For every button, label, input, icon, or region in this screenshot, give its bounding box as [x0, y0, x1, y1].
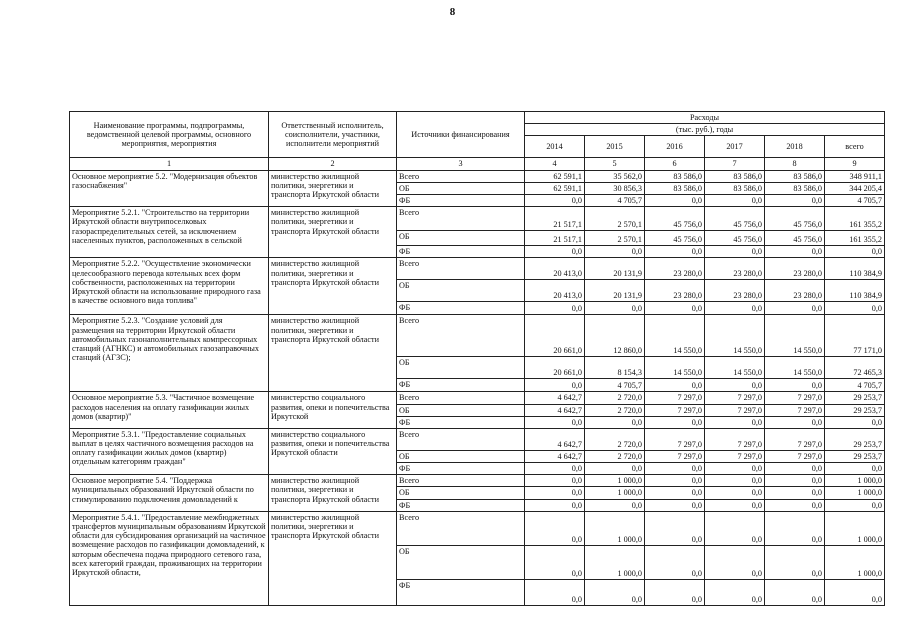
amount-cell: 2 570,1	[585, 207, 645, 231]
responsible-executor: министерство жилищной политики, энергетики и транспорта Иркутской области	[269, 258, 397, 315]
funding-source: ОБ	[397, 357, 525, 379]
funding-source: ФБ	[397, 302, 525, 315]
amount-cell: 14 550,0	[765, 315, 825, 357]
funding-source: Всего	[397, 258, 525, 280]
amount-cell: 0,0	[765, 246, 825, 258]
amount-cell: 0,0	[525, 194, 585, 206]
amount-cell: 0,0	[705, 194, 765, 206]
amount-cell: 1 000,0	[825, 487, 885, 499]
header-units: (тыс. руб.), годы	[525, 124, 885, 136]
amount-cell: 0,0	[705, 463, 765, 475]
funding-source: Всего	[397, 475, 525, 487]
amount-cell: 1 000,0	[825, 475, 885, 487]
table-row	[70, 258, 885, 280]
amount-cell: 1 000,0	[585, 487, 645, 499]
amount-cell: 7 297,0	[705, 392, 765, 404]
amount-cell: 14 550,0	[645, 315, 705, 357]
amount-cell: 45 756,0	[645, 231, 705, 246]
amount-cell: 7 297,0	[765, 392, 825, 404]
amount-cell: 0,0	[765, 463, 825, 475]
column-number: 1	[70, 158, 269, 170]
amount-cell: 45 756,0	[765, 207, 825, 231]
amount-cell: 83 586,0	[645, 170, 705, 182]
amount-cell: 45 756,0	[705, 231, 765, 246]
amount-cell: 7 297,0	[645, 404, 705, 416]
amount-cell: 21 517,1	[525, 207, 585, 231]
amount-cell: 8 154,3	[585, 357, 645, 379]
funding-source: ФБ	[397, 379, 525, 392]
funding-source: ФБ	[397, 463, 525, 475]
amount-cell: 29 253,7	[825, 392, 885, 404]
funding-source: ФБ	[397, 579, 525, 605]
amount-cell: 0,0	[705, 475, 765, 487]
amount-cell: 77 171,0	[825, 315, 885, 357]
funding-source: ОБ	[397, 450, 525, 462]
amount-cell: 0,0	[585, 463, 645, 475]
table-row	[70, 207, 885, 231]
amount-cell: 7 297,0	[765, 450, 825, 462]
funding-source: Всего	[397, 392, 525, 404]
amount-cell: 23 280,0	[765, 258, 825, 280]
amount-cell: 0,0	[705, 416, 765, 428]
table-header	[70, 112, 885, 171]
table-row	[70, 428, 885, 450]
column-number: 3	[397, 158, 525, 170]
amount-cell: 0,0	[705, 379, 765, 392]
funding-source: ОБ	[397, 280, 525, 302]
header-year: 2015	[585, 136, 645, 158]
amount-cell: 110 384,9	[825, 258, 885, 280]
amount-cell: 0,0	[765, 302, 825, 315]
amount-cell: 0,0	[765, 416, 825, 428]
amount-cell: 0,0	[645, 499, 705, 511]
amount-cell: 0,0	[645, 487, 705, 499]
amount-cell: 0,0	[525, 579, 585, 605]
responsible-executor: министерство социального развития, опеки и попечительства Иркутской	[269, 392, 397, 429]
amount-cell: 4 705,7	[585, 379, 645, 392]
page-number: 8	[449, 6, 456, 18]
table-row	[70, 392, 885, 404]
table-row	[70, 475, 885, 487]
responsible-executor: министерство жилищной политики, энергетики и транспорта Иркутской области	[269, 511, 397, 605]
amount-cell: 0,0	[645, 302, 705, 315]
funding-source: Всего	[397, 428, 525, 450]
amount-cell: 83 586,0	[705, 170, 765, 182]
amount-cell: 0,0	[705, 579, 765, 605]
funding-source: ОБ	[397, 545, 525, 579]
amount-cell: 0,0	[525, 463, 585, 475]
header-year: всего	[825, 136, 885, 158]
table-row	[70, 511, 885, 545]
header-year: 2016	[645, 136, 705, 158]
responsible-executor: министерство социального развития, опеки и попечительства Иркутской области	[269, 428, 397, 474]
amount-cell: 83 586,0	[765, 170, 825, 182]
amount-cell: 45 756,0	[645, 207, 705, 231]
amount-cell: 4 705,7	[825, 379, 885, 392]
amount-cell: 7 297,0	[705, 428, 765, 450]
table-body	[70, 170, 885, 605]
table-row	[70, 315, 885, 357]
amount-cell: 2 720,0	[585, 450, 645, 462]
header-year: 2014	[525, 136, 585, 158]
amount-cell: 0,0	[525, 416, 585, 428]
activity-name: Мероприятие 5.2.2. "Осуществление экономически целесообразного перевода котельных всех форм собственности, расположенных на территории Иркутской области на использование природного газа в качестве основного вида топлива"	[70, 258, 269, 315]
amount-cell: 83 586,0	[705, 182, 765, 194]
amount-cell: 12 860,0	[585, 315, 645, 357]
amount-cell: 0,0	[825, 416, 885, 428]
amount-cell: 0,0	[765, 545, 825, 579]
amount-cell: 1 000,0	[585, 475, 645, 487]
header-name: Наименование программы, подпрограммы, ведомственной целевой программы, основного мероприятия, мероприятия	[70, 112, 269, 158]
amount-cell: 7 297,0	[705, 450, 765, 462]
amount-cell: 0,0	[645, 379, 705, 392]
amount-cell: 7 297,0	[765, 404, 825, 416]
funding-source: ФБ	[397, 194, 525, 206]
header-expenses: Расходы	[525, 112, 885, 124]
column-number: 4	[525, 158, 585, 170]
amount-cell: 0,0	[825, 302, 885, 315]
responsible-executor: министерство жилищной политики, энергетики и транспорта Иркутской области	[269, 475, 397, 512]
amount-cell: 23 280,0	[705, 280, 765, 302]
amount-cell: 14 550,0	[765, 357, 825, 379]
amount-cell: 1 000,0	[825, 545, 885, 579]
amount-cell: 23 280,0	[645, 280, 705, 302]
amount-cell: 35 562,0	[585, 170, 645, 182]
table-row	[70, 170, 885, 182]
amount-cell: 0,0	[705, 302, 765, 315]
activity-name: Мероприятие 5.3.1. "Предоставление социальных выплат в целях частичного возмещения расходов на оплату газификации жилых домов (квартир) отдельным категориям граждан"	[70, 428, 269, 474]
amount-cell: 62 591,1	[525, 182, 585, 194]
amount-cell: 0,0	[765, 487, 825, 499]
amount-cell: 29 253,7	[825, 428, 885, 450]
amount-cell: 29 253,7	[825, 404, 885, 416]
amount-cell: 0,0	[705, 487, 765, 499]
amount-cell: 20 131,9	[585, 280, 645, 302]
amount-cell: 72 465,3	[825, 357, 885, 379]
amount-cell: 2 720,0	[585, 428, 645, 450]
amount-cell: 0,0	[765, 499, 825, 511]
amount-cell: 83 586,0	[645, 182, 705, 194]
amount-cell: 4 642,7	[525, 450, 585, 462]
activity-name: Основное мероприятие 5.3. "Частичное возмещение расходов населения на оплату газификации жилых домов (квартир)"	[70, 392, 269, 429]
amount-cell: 2 720,0	[585, 404, 645, 416]
header-year: 2018	[765, 136, 825, 158]
amount-cell: 20 661,0	[525, 315, 585, 357]
funding-source: ФБ	[397, 499, 525, 511]
budget-table	[69, 111, 885, 606]
activity-name: Основное мероприятие 5.2. "Модернизация объектов газоснабжения"	[70, 170, 269, 207]
header-source: Источники финансирования	[397, 112, 525, 158]
amount-cell: 0,0	[825, 499, 885, 511]
amount-cell: 23 280,0	[765, 280, 825, 302]
amount-cell: 0,0	[645, 475, 705, 487]
amount-cell: 1 000,0	[585, 511, 645, 545]
funding-source: ФБ	[397, 416, 525, 428]
amount-cell: 0,0	[525, 499, 585, 511]
column-number: 7	[705, 158, 765, 170]
funding-source: ОБ	[397, 231, 525, 246]
amount-cell: 0,0	[525, 487, 585, 499]
amount-cell: 4 642,7	[525, 428, 585, 450]
amount-cell: 0,0	[645, 194, 705, 206]
amount-cell: 0,0	[525, 545, 585, 579]
funding-source: ОБ	[397, 404, 525, 416]
amount-cell: 0,0	[765, 379, 825, 392]
amount-cell: 110 384,9	[825, 280, 885, 302]
amount-cell: 0,0	[645, 416, 705, 428]
amount-cell: 0,0	[585, 499, 645, 511]
activity-name: Основное мероприятие 5.4. "Поддержка муниципальных образований Иркутской области по стимулированию подключения домовладений к	[70, 475, 269, 512]
amount-cell: 0,0	[645, 463, 705, 475]
responsible-executor: министерство жилищной политики, энергетики и транспорта Иркутской области	[269, 170, 397, 207]
amount-cell: 348 911,1	[825, 170, 885, 182]
amount-cell: 161 355,2	[825, 231, 885, 246]
amount-cell: 21 517,1	[525, 231, 585, 246]
amount-cell: 4 705,7	[585, 194, 645, 206]
amount-cell: 0,0	[765, 194, 825, 206]
amount-cell: 0,0	[765, 475, 825, 487]
amount-cell: 30 856,3	[585, 182, 645, 194]
amount-cell: 1 000,0	[825, 511, 885, 545]
amount-cell: 0,0	[765, 511, 825, 545]
amount-cell: 0,0	[525, 246, 585, 258]
column-number: 8	[765, 158, 825, 170]
amount-cell: 7 297,0	[645, 392, 705, 404]
amount-cell: 14 550,0	[705, 315, 765, 357]
amount-cell: 7 297,0	[765, 428, 825, 450]
activity-name: Мероприятие 5.4.1. "Предоставление межбюджетных трансфертов муниципальным образованиям Иркутской области для субсидирования организаций на частичное возмещение расходов по газификации домовладений, к которым обеспечена подача природного сетевого газа, всех категорий граждан, проживающих на территории Иркутской области,	[70, 511, 269, 605]
amount-cell: 4 642,7	[525, 404, 585, 416]
amount-cell: 0,0	[705, 499, 765, 511]
activity-name: Мероприятие 5.2.3. "Создание условий для размещения на территории Иркутской области автомобильных газонаполнительных компрессорных станций (АГНКС) и автомобильных газозаправочных станций (АГЗС);	[70, 315, 269, 392]
amount-cell: 2 720,0	[585, 392, 645, 404]
amount-cell: 0,0	[585, 416, 645, 428]
amount-cell: 0,0	[525, 511, 585, 545]
amount-cell: 0,0	[645, 579, 705, 605]
amount-cell: 0,0	[825, 463, 885, 475]
responsible-executor: министерство жилищной политики, энергетики и транспорта Иркутской области	[269, 315, 397, 392]
amount-cell: 0,0	[645, 246, 705, 258]
amount-cell: 2 570,1	[585, 231, 645, 246]
column-number: 6	[645, 158, 705, 170]
column-number: 9	[825, 158, 885, 170]
amount-cell: 7 297,0	[645, 428, 705, 450]
amount-cell: 0,0	[585, 246, 645, 258]
funding-source: ОБ	[397, 182, 525, 194]
amount-cell: 14 550,0	[705, 357, 765, 379]
amount-cell: 83 586,0	[765, 182, 825, 194]
amount-cell: 0,0	[765, 579, 825, 605]
amount-cell: 7 297,0	[705, 404, 765, 416]
amount-cell: 29 253,7	[825, 450, 885, 462]
funding-source: ФБ	[397, 246, 525, 258]
amount-cell: 20 413,0	[525, 258, 585, 280]
amount-cell: 23 280,0	[645, 258, 705, 280]
amount-cell: 4 705,7	[825, 194, 885, 206]
funding-source: ОБ	[397, 487, 525, 499]
amount-cell: 45 756,0	[765, 231, 825, 246]
amount-cell: 0,0	[825, 246, 885, 258]
responsible-executor: министерство жилищной политики, энергетики и транспорта Иркутской области	[269, 207, 397, 258]
amount-cell: 20 413,0	[525, 280, 585, 302]
amount-cell: 0,0	[525, 379, 585, 392]
amount-cell: 23 280,0	[705, 258, 765, 280]
amount-cell: 45 756,0	[705, 207, 765, 231]
amount-cell: 7 297,0	[645, 450, 705, 462]
amount-cell: 14 550,0	[645, 357, 705, 379]
amount-cell: 161 355,2	[825, 207, 885, 231]
funding-source: Всего	[397, 170, 525, 182]
amount-cell: 0,0	[585, 579, 645, 605]
amount-cell: 1 000,0	[585, 545, 645, 579]
amount-cell: 0,0	[525, 475, 585, 487]
amount-cell: 0,0	[705, 511, 765, 545]
amount-cell: 20 131,9	[585, 258, 645, 280]
column-number: 2	[269, 158, 397, 170]
amount-cell: 20 661,0	[525, 357, 585, 379]
funding-source: Всего	[397, 315, 525, 357]
column-number: 5	[585, 158, 645, 170]
amount-cell: 0,0	[825, 579, 885, 605]
amount-cell: 344 205,4	[825, 182, 885, 194]
amount-cell: 0,0	[645, 511, 705, 545]
amount-cell: 62 591,1	[525, 170, 585, 182]
amount-cell: 0,0	[705, 246, 765, 258]
funding-source: Всего	[397, 511, 525, 545]
funding-source: Всего	[397, 207, 525, 231]
amount-cell: 4 642,7	[525, 392, 585, 404]
activity-name: Мероприятие 5.2.1. "Строительство на территории Иркутской области внутрипоселковых газораспределительных сетей, за исключением населенных пунктов, расположенных в сельской	[70, 207, 269, 258]
header-responsible: Ответственный исполнитель, соисполнители, участники, исполнители мероприятий	[269, 112, 397, 158]
amount-cell: 0,0	[705, 545, 765, 579]
amount-cell: 0,0	[645, 545, 705, 579]
header-year: 2017	[705, 136, 765, 158]
amount-cell: 0,0	[585, 302, 645, 315]
amount-cell: 0,0	[525, 302, 585, 315]
